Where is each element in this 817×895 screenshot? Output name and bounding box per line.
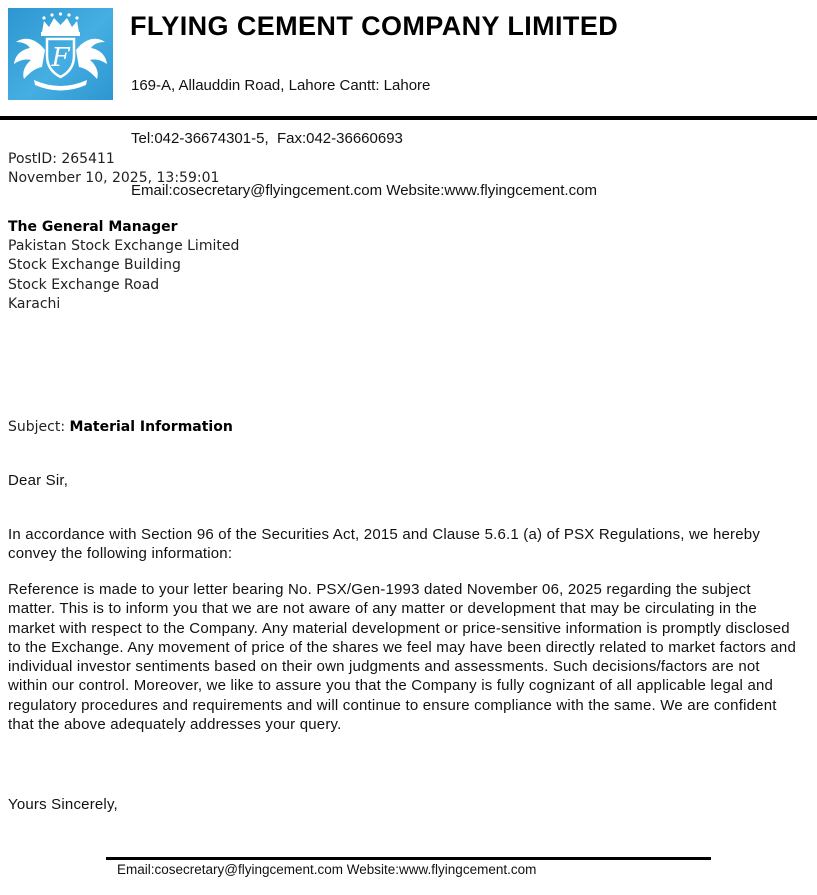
company-email-website: Email:cosecretary@flyingcement.com Website:www.flyingcement.com <box>131 182 597 199</box>
company-name: FLYING CEMENT COMPANY LIMITED <box>130 11 619 41</box>
body-paragraph: Reference is made to your letter bearing No. PSX/Gen-1993 dated November 06, 2025 regarding the subject matter. This is to inform you that we are not aware of any matter or development that may be circulating in the market with respect to the Company. Any material development or price-sensitive information is promptly disclosed to the Exchange. Any movement of price of the shares we feel may have been directly related to market factors and individual investor sentiments based on their own judgments and assessments. Such decisions/factors are not within our control. Moreover, we like to assure you that the Company is fully cognizant of all applicable legal and regulatory procedures and requirements and will continue to ensure compliance with the same. We are confident that the above adequately addresses your query. <box>8 581 797 734</box>
header-divider <box>0 116 817 120</box>
footer-divider <box>106 857 711 860</box>
body-paragraph: In accordance with Section 96 of the Securities Act, 2015 and Clause 5.6.1 (a) of PSX Regulations, we hereby convey the following information: <box>8 526 761 563</box>
recipient-title: The General Manager <box>8 219 178 235</box>
post-timestamp: November 10, 2025, 13:59:01 <box>8 170 220 187</box>
post-meta-block <box>8 150 219 188</box>
subject-line <box>8 419 233 435</box>
company-crest-icon <box>8 8 113 100</box>
recipient-line: Karachi <box>8 295 61 312</box>
logo-monogram: F <box>51 43 70 73</box>
footer-contact: Email:cosecretary@flyingcement.com Website:www.flyingcement.com <box>117 862 537 877</box>
subject-label: Subject: <box>8 419 70 435</box>
closing-phrase: Yours Sincerely, <box>8 796 118 813</box>
company-phone-fax: Tel:042-36674301-5, Fax:042-36660693 <box>131 129 403 147</box>
salutation: Dear Sir, <box>8 472 69 489</box>
subject-value: Material Information <box>69 419 233 435</box>
company-logo <box>8 8 113 100</box>
company-address: 169-A, Allauddin Road, Lahore Cantt: Lahore <box>131 77 431 94</box>
post-id: PostID: 265411 <box>8 151 115 167</box>
letterhead-contact-block <box>131 42 597 235</box>
recipient-line: Stock Exchange Road <box>8 276 160 293</box>
recipient-line: Stock Exchange Building <box>8 257 181 274</box>
recipient-line: Pakistan Stock Exchange Limited <box>8 238 240 255</box>
recipient-block <box>8 218 239 314</box>
